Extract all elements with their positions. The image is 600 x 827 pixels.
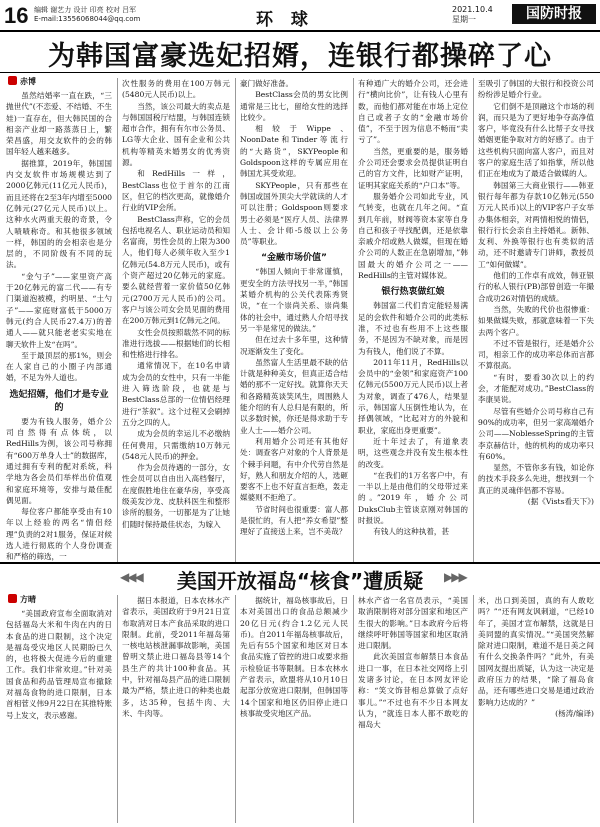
headline-rule [0, 72, 600, 73]
subheading: 选妃招婿，他们才是专业的 [9, 389, 109, 413]
story2-headline: 美国开放福岛“核食”遭质疑 [176, 569, 424, 593]
paragraph: 据推算，2019年，韩国国内交友软件市场规模达到了2000亿韩元(11亿元人民币)，而且还将在2至3年内增至5000亿韩元(27亿元人民币)以上。这种水火两重天般的奇景，令人啧啧称奇。和其他很多领域一样，韩国的的会相亲也是分层的，不同阶级有不同的玩法。 [6, 158, 112, 270]
newspaper-logo: 国防时报 [512, 4, 596, 24]
chevron-left-icon: ◀◀◀ [120, 570, 142, 584]
column-divider [353, 78, 354, 562]
weekday-line: 星期一 [452, 15, 476, 24]
paragraph: 有种通广大的婚介公司，还会进行“横向比价”，让有钱人心里有数，而他们都对能在市场上定位自己或者子女的“金融市场价值”，不至于因为信息不畅而“卖亏了”。 [358, 79, 468, 145]
paragraph: 利用婚介公司还有其他好处：调查客户对象的个人背景是个棘手问题，有中介代劳自然是好，熟人和朋友介绍的人，选砸要客不上也不好直言拒绝，轰走媒婆则不拒绝了。 [240, 436, 348, 503]
paragraph: 显然，不管你多有钱，如论你的技术手段多么先进，想找到一个真正的灵魂伴侣都不容易。 [478, 463, 594, 495]
story1-byline [8, 76, 36, 87]
paragraph: 此次美国宣布解禁日本食品进口一事，在日本社交网络上引发诸多讨论，在日本网友评论称：“笑文饰昔相总算做了点好事儿。”“不过也有不少日本网友认为，“就连日本人都不敢吃的福岛大 [358, 652, 468, 730]
paragraph: 成为会员的幸运儿不必缴纳任何费用，只需缴纳10万韩元(548元人民币)的押金。 [122, 429, 230, 461]
page-number: 16 [4, 3, 29, 28]
paragraph: 米，出口到美国，真的有人敢吃吗？”“还有网友讽刺道，“已经10年了，美国才宣布解禁，这就是日美同盟的真实情况。”“美国突然解除对进口限制，难道不是日美之间有什么交换条件吗？”此外，有美国网友提出质疑，认为这一决定是政府压力的结果，“除了福岛食品，还有哪些进口交易是通过政治影响力达成的？” [478, 596, 594, 707]
paragraph: “金勺子”——家里资产高于20亿韩元的富二代——有专门渠道泡被模，约明星、“土勺子”——家庭财富低于5000万韩元(约合人民币27.4万)的普通人——就只能老老实实地在聊天软件上发“在吗”。 [6, 271, 112, 349]
paragraph: 但在过去十多年里，这种情况逐渐发生了变化。 [240, 335, 348, 356]
paragraph: 虽然结婚率一直在跌，“三抛世代”(不恋爱、不结婚、不生娃)一直存在，但大韩民国的合相亲产业却一路蒸蒸日上，繁荣昌盛，用交友软件的会的韩国年轻人越来越多。 [6, 91, 112, 157]
paragraph: 通常情况下，在10名申请成为会员的女性中，只有一半能进入筛选阶段，也就是与BestClass总部的一位情侣经理进行“茶叙”。这个过程又会刷掉五分之四的人。 [122, 361, 230, 427]
paragraph: 服务婚介公司如此专业，风气转变，也就在几年之间。“直到几年前，财阀等资本家等自身自己和孩子寻找配偶，还是依靠亲戚介绍或熟人做媒，但现在婚介公司的人数正在急剧增加，”韩国最大的婚介公司之一——RedHills的主管对媒体说。 [358, 191, 468, 281]
story1-column-5 [478, 78, 594, 562]
column-divider [117, 595, 118, 823]
column-divider [235, 595, 236, 823]
paragraph: 韩国富二代们肯定能轻易满足的会软件和婚介公司的此类标准，不过也有些用不上这些服务，不是因为不缺对象，而是因为有钱人，他们说了不算。 [358, 301, 468, 356]
paragraph: 有钱人的这种执着，甚 [373, 527, 450, 537]
paragraph: 要为有钱人服务，婚介公司自然得有点体统，以RedHills为例，该公司号称拥有“600万单身人士”的数据库，通过拥有专利的配对系统，科学地为各会员们举样出价值观和家庭环境等，安排与最佳配偶见面。 [6, 416, 112, 505]
paragraph: 女性会员按照载然不同的标准进行选拔——根据她们的长相和性格进行排名。 [122, 327, 230, 360]
column-divider [473, 595, 474, 823]
paragraph: 当然，该公司最大的卖点是与韩国国税厅结盟，与韩国连锁超市合作，拥有有尔市公务员、LG等大企业、国有企业和公共机构等精英未婚男女的优秀资源。 [122, 101, 230, 168]
paragraph: 据日本报道，日本农林水产省表示，美国政府于9月21日宣布取消对日本产食品采取的进口限制。此前，受2011年福岛第一核电站核泄漏事故影响，美国曾明文禁止进口福岛县等14个县生产的共计100种食品。其中，针对福岛县产品的进口限制最为严格，禁止进口的种类也最多，达35种，包括牛肉、大米、牛肉等。 [122, 596, 230, 718]
date-line: 2021.10.4 [452, 5, 493, 14]
paragraph: 相较于Wippe、NoonDate和Tinder等流行的“大路货”，SKYPeople和Goldspoon这样的专属应用在韩国尤其受欢迎。 [240, 124, 348, 179]
story2-column-2 [122, 595, 230, 823]
paragraph: 它们倒不是顶融这个市场的利润，而只是为了更好地争夺高净值客户，毕竟没有什么比帮子女寻找婚姻更能争取对方的好感了。由于这些机构只面向富人客户，而且对客户的家庭生活了如指掌，所以他们正在地成为了最适合做媒的人。 [478, 101, 594, 179]
paragraph: BestClass声称，它的会员包括电视名人、职业运动员和知名富商，男性会员的上限为300人，他们每人必须年收入至少1亿韩元(54.8万元人民币)，或有个资产超过20亿韩元的家庭。要么就经营着一家价值50亿韩元(2700万元人民币)的公司。客户与该公司女会员见面的费用在200万韩元到1亿韩元之间。 [122, 214, 230, 326]
paragraph: “韩国人倾向于非常谨慎，更安全的方法寻找另一半，”韩国某婚介机构的公关代表陈秀贤说，“在一个崇尚关系、崇尚集体的社会中，通过熟人介绍寻找另一半是常见的做法。” [240, 267, 348, 333]
paragraph: 虽然富人生活里最不缺的估计就是种种美女，但真正适合结婚的那不一定好找。就算你天天和各路精英谈笑风生，周围熟人能介绍的有人总归是有限的，所以多数时候，你还是得求助于专业人士——婚介公司。 [240, 357, 348, 435]
story-separator [0, 562, 600, 564]
issue-date [452, 5, 493, 25]
story1-column-4 [358, 78, 468, 562]
paragraph: 至吸引了韩国的大银行和投资公司纷纷涉足婚介行业。 [478, 79, 594, 100]
story2-column-1 [6, 608, 112, 823]
story1-column-1 [6, 90, 112, 562]
paragraph: 近十年过去了，有道象表明，这些观念并没有发生根本性的改变。 [358, 436, 468, 469]
story2-column-5 [478, 595, 594, 823]
author-icon [8, 76, 17, 85]
column-divider [353, 595, 354, 823]
email-line: E-mail:13556068044@qq.com [34, 15, 141, 23]
paragraph: “有时，要看30次以上的约会，才能配对成功。”BestClass的李康昊说。 [478, 372, 594, 405]
column-divider [117, 78, 118, 562]
subheading: 银行热衷做红娘 [381, 287, 445, 298]
story2-author: 方晴 [20, 595, 36, 604]
paragraph: 和RedHills一样，BestClass也位于首尔的江南区，但它的档次更高，就像婚介行业的VIP会所。 [122, 169, 230, 213]
chevron-right-icon: ▶▶▶ [444, 570, 466, 584]
paragraph: 每位客户都能享受由有10年以上经验的两名“情侣经理”负责的2对1服务，保证对候选人进行彻底的个人身份调查和严格的筛选，一 [6, 507, 112, 562]
paragraph: 尽管有些婚介公司号称自己有90%的成功率，但另一家高端婚介公司——NoblesseSpring的主管李京赫估计，他的机构的成功率只有60%。 [478, 406, 594, 461]
paragraph: 豪门做好准备。 [240, 79, 294, 88]
editor-info [34, 6, 140, 24]
story2-column-4 [358, 595, 468, 823]
story2-column-3 [240, 595, 348, 823]
paragraph: 韩国第三大商业银行——韩亚银行每年都为存款10亿韩元(550万元人民币)以上的VIP客户子女举办集体相亲，对两情相悦的情侣，银行行长会亲自主持婚礼。新韩、友利、外换等银行也有类似的活动，还不时邀请专门讲师，教授员工“如何做媒”。 [478, 180, 594, 269]
story1-column-2 [122, 78, 230, 562]
subheading: “金融市场价值” [261, 253, 327, 264]
story2-byline [8, 594, 36, 605]
paragraph: 2011年11月，RedHills以会员中的“金领”和家庭资产100亿韩元(5500万元人民币)以上者为对象，调查了476人，结果显示，韩国富人压倒性地认为，在择偶领域，“比起对方的外貌和职业，家庭出身更重要”。 [358, 357, 468, 435]
paragraph: BestClass会员的男女比例通常是三比七，留给女性的选择比较少。 [240, 90, 348, 122]
story1-headline: 为韩国富豪选妃招婿，连银行都操碎了心 [48, 41, 552, 72]
author-icon [8, 594, 17, 603]
paragraph: “美国政府宣布全面取消对包括福岛大米和牛肉在内的日本食品的进口限制，这个决定是福岛受灾地区人民期盼已久的，也将极大促进今后的重建工作。我们非常欢迎。”针对美国食品和药品管理局宣布撤除对福岛食物的进口限制，日本首相菅义伟9月22日在其推特账号上发文，表示感谢。 [6, 609, 112, 720]
paragraph: 当然，失败的代价也很惨重：如果做媒失败，那就意味着一下失去两个客户。 [478, 304, 594, 337]
paragraph: (杨涛/编译) [555, 708, 594, 718]
paragraph: 他们的工作卓有成效，韩亚银行的私人银行(PB)部曾创造一年撮合成功26对情侣的成绩。 [478, 271, 594, 303]
column-divider [235, 78, 236, 562]
paragraph: 作为会员待遇的一部分，女性会员可以自由出入高档餐厅，在度假胜地住在豪华房，享受高级美发沙龙、皮肤科医生和整形诊所的服务，一切都是为了让她们随时保持最佳状态，为嫁入 [122, 463, 230, 529]
section-title: 环 球 [256, 10, 314, 30]
paragraph: (据《Vists看天下》) [527, 496, 594, 506]
page-header [0, 0, 600, 32]
paragraph: 不过不管是银行，还是婚介公司，相亲工作的成功率总体而言都不算很高。 [478, 338, 594, 371]
paragraph: SKYPeople，只有那些在韩国或国外顶尖大学就读的人才可以注册；Goldspoon则要求男士必须是“医疗人员、法律界人士、会计师-5级以上公务员”等职业。 [240, 180, 348, 247]
paragraph: “在我们的1万名客户中，有一半以上是由他们的父母带过来的。”2019年，婚介公司DuksClub主管谈京刚对韩国的时报说。 [358, 470, 468, 525]
story1-author: 赤博 [20, 77, 36, 86]
paragraph: 节省时间也很重要：富人都是很忙的，有人把“养女希望”整理好了直接送上来，岂不美哉？ [240, 504, 348, 537]
column-divider [473, 78, 474, 562]
paragraph: 当然，更重要的是，服务婚介公司还会要求会员提供证明自己的官方文件，比如财产证明，证明其家庭关系的“户口本”等。 [358, 146, 468, 190]
paragraph: 林水产省一名官员表示，“美国取消限制将对部分国家和地区产生很大的影响。”日本政府今后将继续呼吁韩国等国家和地区取消进口限制。 [358, 596, 468, 651]
editor-line: 编辑 谢艺力 设计 印亮 校对 吕军 [34, 6, 137, 14]
paragraph: 次性服务的费用在100万韩元(5480元人民币)以上。 [122, 79, 230, 100]
story1-column-3 [240, 78, 348, 562]
paragraph: 据统计，福岛核事故后，日本对美国出口的食品总额减少20亿日元(约合1.2亿元人民币)。自2011年福岛核事故后，先后有55个国家和地区对日本食品实施了管控的进口或要求指示检验证书等限制。日本农林水产省表示，欧盟将从10月10日起部分放宽进口限制，但韩国等14个国家和地区仍旧停止进口核事故受灾地区产品。 [240, 596, 348, 718]
paragraph: 至于最顶层的那1%，则会在人家自己的小圈子内部通婚，不足为外人道也。 [6, 350, 112, 383]
